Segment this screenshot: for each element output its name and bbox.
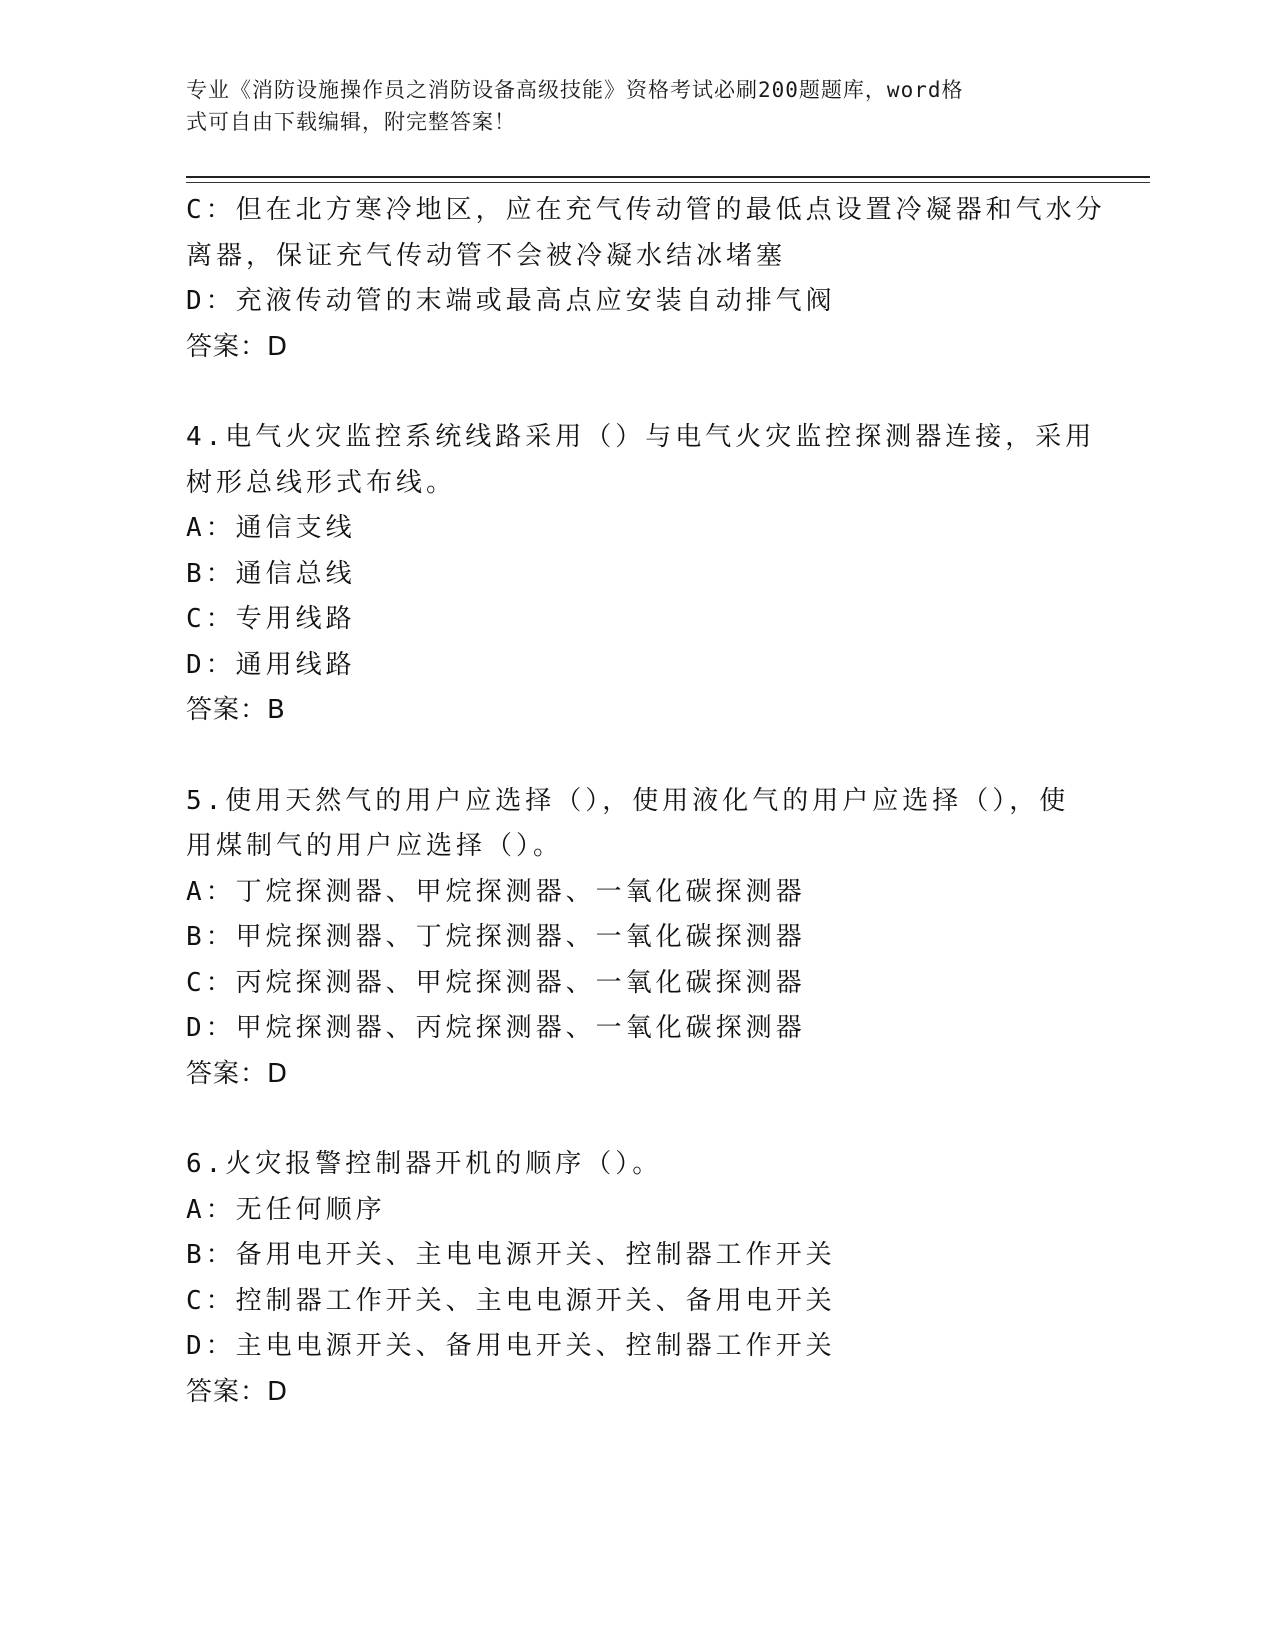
question-5: [186, 779, 1086, 1098]
question-stem-line-1: 5.使用天然气的用户应选择（），使用液化气的用户应选择（），使: [186, 785, 1070, 816]
answer: 答案：D: [186, 1376, 289, 1407]
question-3-tail: [186, 188, 1106, 370]
option-b: B：甲烷探测器、丁烷探测器、一氧化碳探测器: [186, 922, 806, 952]
option-b: B：备用电开关、主电电源开关、控制器工作开关: [186, 1240, 836, 1270]
option-d: D：通用线路: [186, 649, 356, 680]
option-d: D：主电电源开关、备用电开关、控制器工作开关: [186, 1331, 836, 1361]
question-stem-line-1: 4.电气火灾监控系统线路采用（）与电气火灾监控探测器连接，采用: [186, 422, 1096, 452]
option-c-line-1: C：但在北方寒冷地区，应在充气传动管的最低点设置冷凝器和气水分: [186, 195, 1106, 225]
question-4: [186, 415, 1096, 734]
answer: 答案：D: [186, 1058, 289, 1089]
option-a: A：丁烷探测器、甲烷探测器、一氧化碳探测器: [186, 876, 806, 907]
question-stem-line-2: 树形总线形式布线。: [186, 467, 457, 498]
header-divider-thick: [186, 176, 1150, 178]
option-a: A：通信支线: [186, 513, 356, 543]
option-d: D：甲烷探测器、丙烷探测器、一氧化碳探测器: [186, 1013, 806, 1043]
header-line-2: 式可自由下载编辑，附完整答案！: [186, 110, 516, 134]
header-divider-thin: [186, 182, 1150, 183]
question-6: [186, 1142, 1086, 1415]
page-header: [186, 74, 1066, 138]
answer: 答案：B: [186, 695, 286, 725]
question-stem-line-2: 用煤制气的用户应选择（）。: [186, 831, 564, 861]
option-b: B：通信总线: [186, 558, 356, 589]
option-c: C：控制器工作开关、主电电源开关、备用电开关: [186, 1285, 836, 1316]
option-d: D：充液传动管的末端或最高点应安装自动排气阀: [186, 286, 836, 316]
option-c: C：丙烷探测器、甲烷探测器、一氧化碳探测器: [186, 967, 806, 998]
option-a: A：无任何顺序: [186, 1194, 386, 1225]
answer: 答案：D: [186, 331, 289, 362]
option-c: C：专用线路: [186, 604, 356, 634]
question-list: [186, 188, 1106, 1415]
option-c-line-2: 离器，保证充气传动管不会被冷凝水结冰堵塞: [186, 240, 787, 271]
question-stem: 6.火灾报警控制器开机的顺序（）。: [186, 1149, 663, 1179]
header-line-1: 专业《消防设施操作员之消防设备高级技能》资格考试必刷200题题库，word格: [186, 78, 964, 102]
